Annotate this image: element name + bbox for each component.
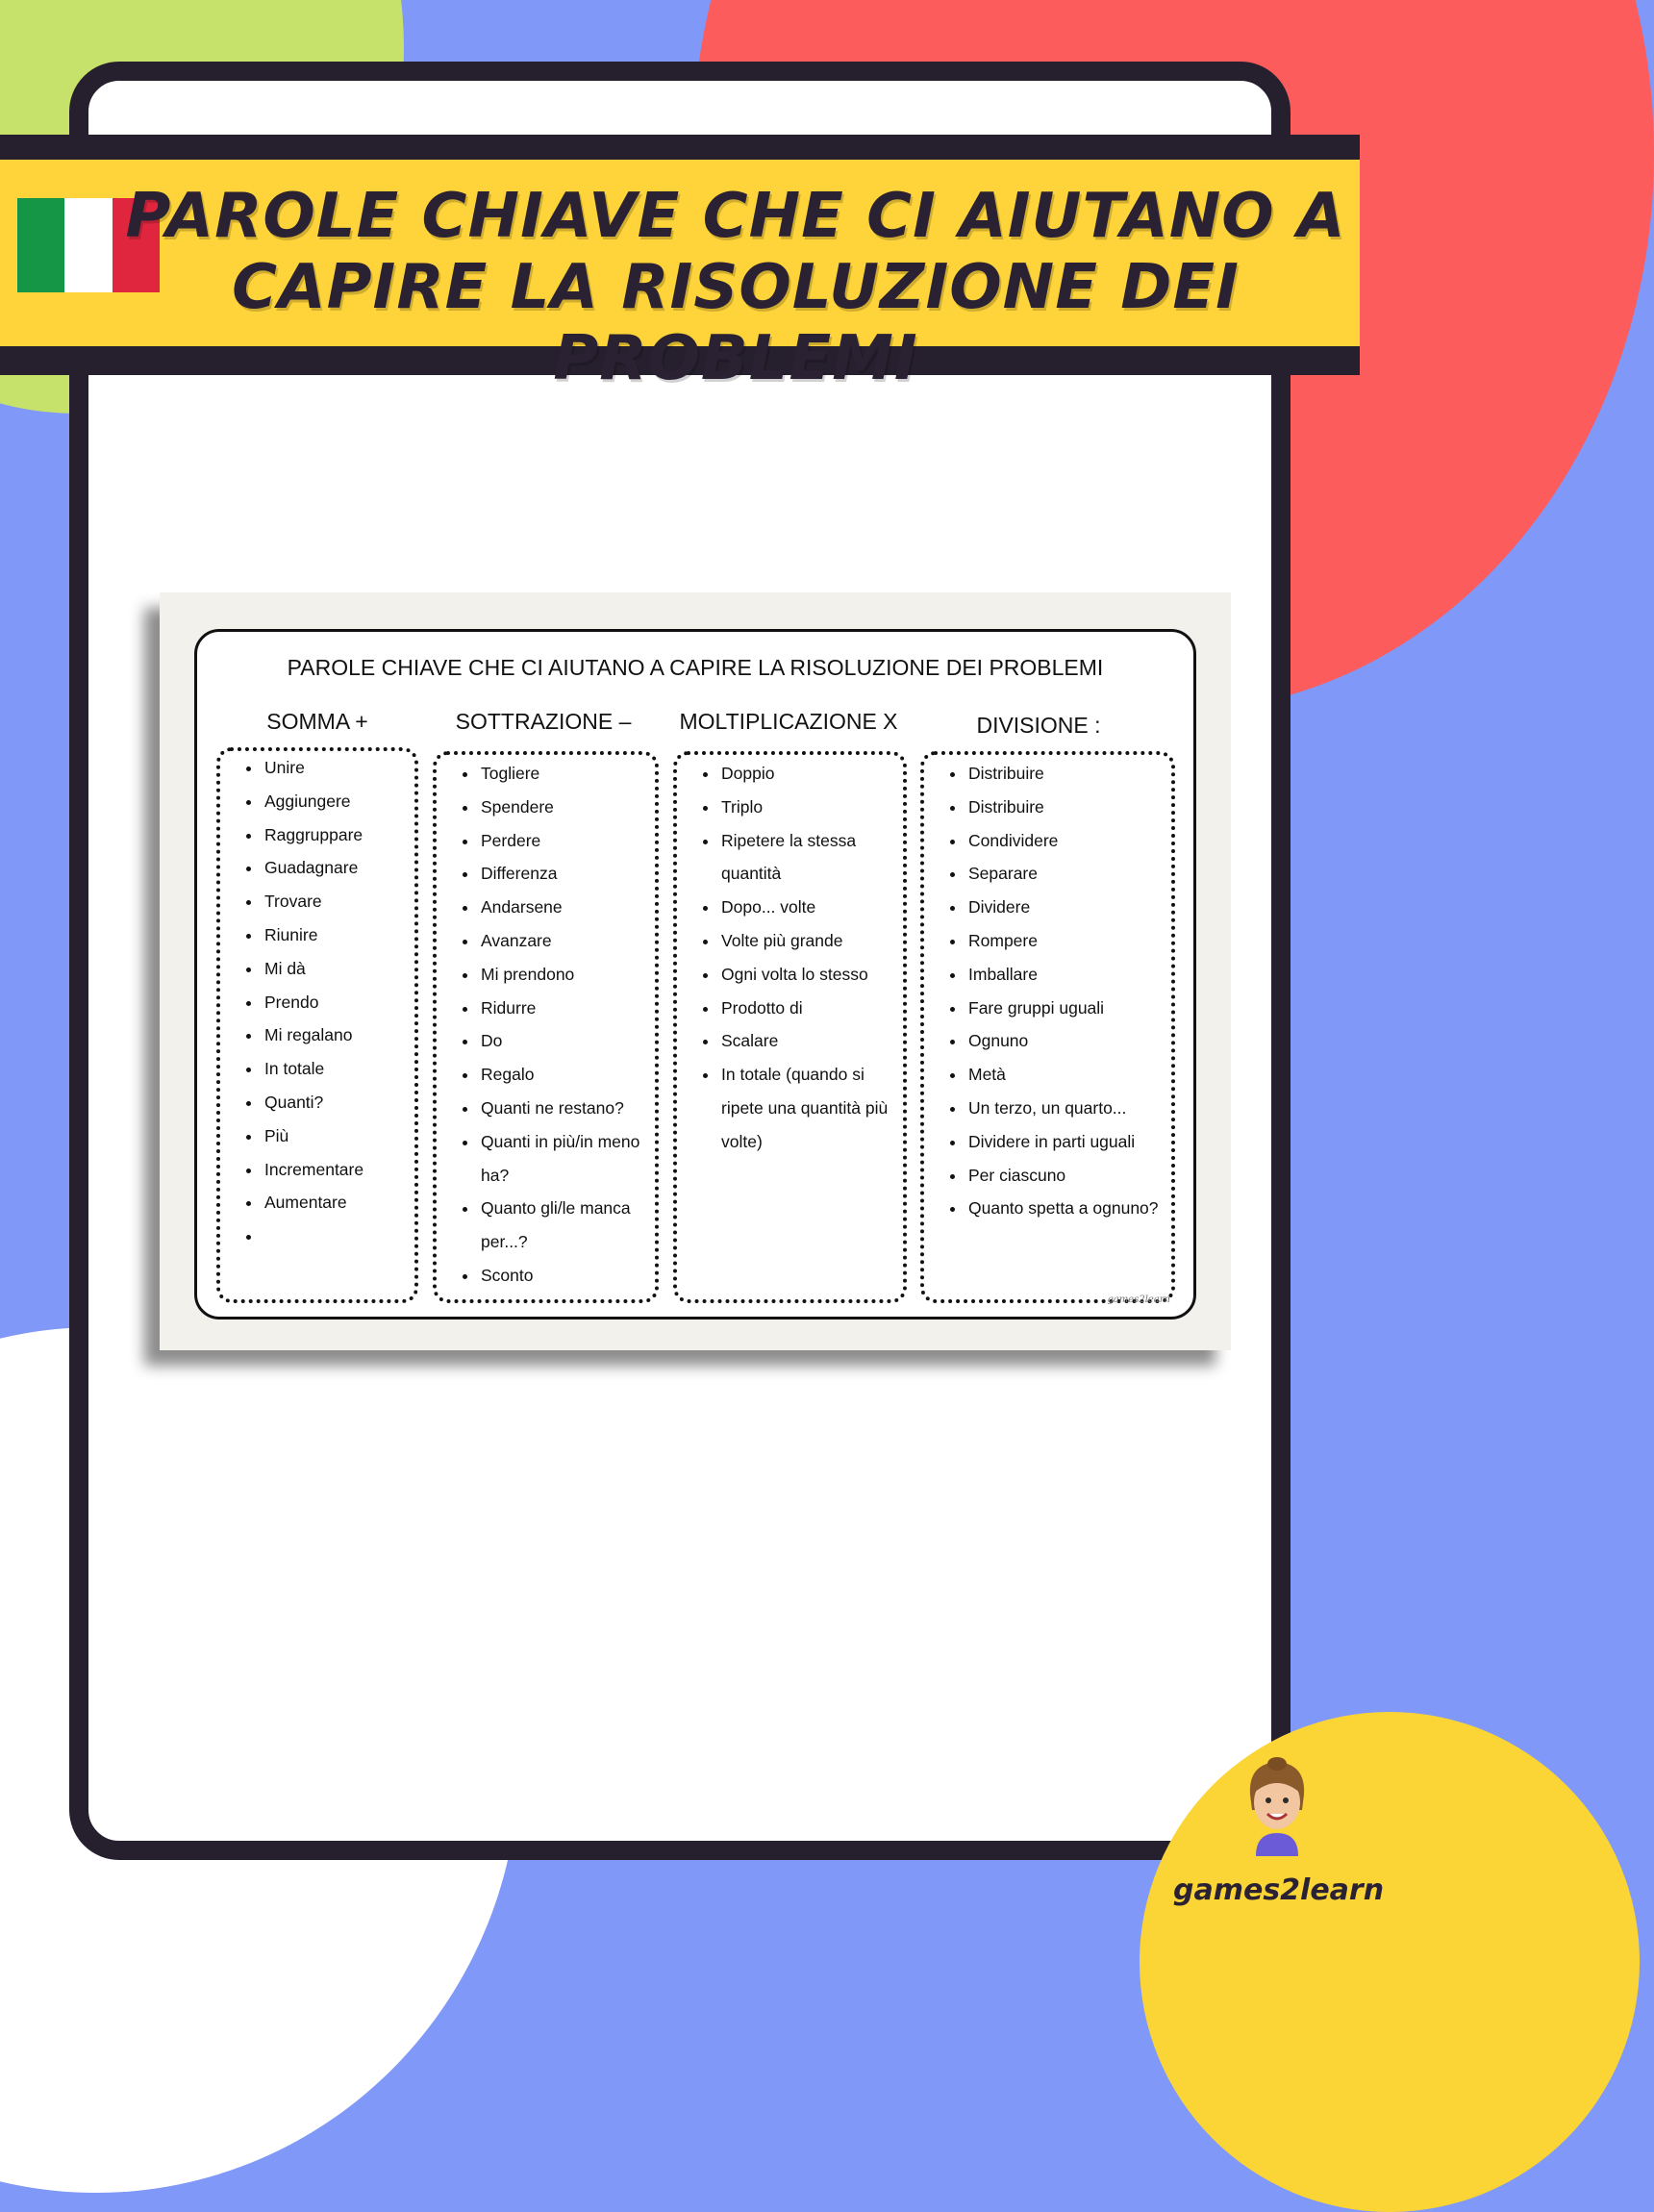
column-box-somma bbox=[216, 747, 418, 1303]
list-item: • Raggruppare bbox=[263, 818, 414, 852]
worksheet-watermark: games2learn bbox=[1107, 1295, 1170, 1305]
list-item: • Ripetere la stessa quantità bbox=[719, 824, 903, 892]
list-item: • Andarsene bbox=[479, 891, 655, 924]
list-moltiplicazione bbox=[677, 755, 903, 1159]
list-item: • Aggiungere bbox=[263, 785, 414, 818]
list-divisione bbox=[924, 755, 1171, 1225]
column-box-sottrazione bbox=[433, 751, 659, 1303]
list-item: • Prodotto di bbox=[719, 992, 903, 1025]
page-title bbox=[125, 181, 1346, 394]
list-item-empty bbox=[263, 1219, 414, 1253]
list-item: • Avanzare bbox=[479, 924, 655, 958]
list-item: • Un terzo, un quarto... bbox=[966, 1092, 1171, 1125]
list-item: • Per ciascuno bbox=[966, 1159, 1171, 1193]
list-item: • Mi prendono bbox=[479, 958, 655, 992]
list-item: • Prendo bbox=[263, 986, 414, 1019]
list-item: • Scalare bbox=[719, 1024, 903, 1058]
column-header-somma: SOMMA + bbox=[266, 709, 368, 734]
list-item: • Spendere bbox=[479, 791, 655, 824]
list-item: • Riunire bbox=[263, 918, 414, 952]
page-title-line-2: CAPIRE LA RISOLUZIONE DEI PROBLEMI bbox=[232, 252, 1240, 394]
list-item: • Trovare bbox=[263, 885, 414, 918]
column-header-moltiplicazione: MOLTIPLICAZIONE X bbox=[679, 709, 898, 734]
brand-logo: games2learn bbox=[1173, 1873, 1385, 1907]
list-item: • Perdere bbox=[479, 824, 655, 858]
list-item: • Unire bbox=[263, 751, 414, 785]
list-item: • Quanto spetta a ognuno? bbox=[966, 1192, 1171, 1225]
list-item: • Ridurre bbox=[479, 992, 655, 1025]
list-item: • Incrementare bbox=[263, 1153, 414, 1187]
list-item: • Togliere bbox=[479, 757, 655, 791]
list-item: • Mi dà bbox=[263, 952, 414, 986]
title-banner bbox=[0, 135, 1360, 394]
column-box-divisione bbox=[920, 751, 1175, 1303]
list-item: • Più bbox=[263, 1119, 414, 1153]
list-item: • Quanti in più/in meno ha? bbox=[479, 1125, 655, 1193]
list-item: • In totale (quando si ripete una quantità più volte) bbox=[719, 1058, 903, 1158]
title-banner-fill bbox=[0, 160, 1360, 394]
list-item: • Do bbox=[479, 1024, 655, 1058]
list-item: • Imballare bbox=[966, 958, 1171, 992]
background-blob-yellow bbox=[1140, 1712, 1640, 2212]
list-item: • Quanti ne restano? bbox=[479, 1092, 655, 1125]
list-item: • Guadagnare bbox=[263, 851, 414, 885]
column-box-moltiplicazione bbox=[673, 751, 907, 1303]
list-somma bbox=[220, 751, 414, 1253]
worksheet-image bbox=[160, 592, 1231, 1350]
list-item: • Differenza bbox=[479, 857, 655, 891]
list-item: • Distribuire bbox=[966, 757, 1171, 791]
list-item: • Doppio bbox=[719, 757, 903, 791]
list-item: • Dividere bbox=[966, 891, 1171, 924]
list-item: • Regalo bbox=[479, 1058, 655, 1092]
column-header-divisione: DIVISIONE : bbox=[976, 713, 1101, 738]
list-item: • In totale bbox=[263, 1052, 414, 1086]
avatar-icon bbox=[1240, 1756, 1314, 1856]
list-item: • Triplo bbox=[719, 791, 903, 824]
list-item: • Ogni volta lo stesso bbox=[719, 958, 903, 992]
list-item: • Mi regalano bbox=[263, 1018, 414, 1052]
list-item: • Dopo... volte bbox=[719, 891, 903, 924]
list-item: • Ognuno bbox=[966, 1024, 1171, 1058]
list-item: • Dividere in parti uguali bbox=[966, 1125, 1171, 1159]
list-item: • Metà bbox=[966, 1058, 1171, 1092]
list-sottrazione bbox=[437, 755, 655, 1293]
list-item: • Aumentare bbox=[263, 1186, 414, 1219]
page-title-line-1: PAROLE CHIAVE CHE CI AIUTANO A bbox=[125, 181, 1346, 252]
list-item: • Fare gruppi uguali bbox=[966, 992, 1171, 1025]
list-item: • Distribuire bbox=[966, 791, 1171, 824]
list-item: • Quanto gli/le manca per...? bbox=[479, 1192, 655, 1259]
list-item: • Sconto bbox=[479, 1259, 655, 1293]
list-item: • Separare bbox=[966, 857, 1171, 891]
list-item: • Condividere bbox=[966, 824, 1171, 858]
column-header-sottrazione: SOTTRAZIONE – bbox=[455, 709, 632, 734]
list-item: • Volte più grande bbox=[719, 924, 903, 958]
worksheet-title: PAROLE CHIAVE CHE CI AIUTANO A CAPIRE LA RISOLUZIONE DEI PROBLEMI bbox=[287, 655, 1104, 680]
list-item: • Rompere bbox=[966, 924, 1171, 958]
list-item: • Quanti? bbox=[263, 1086, 414, 1119]
worksheet-frame bbox=[194, 629, 1196, 1320]
